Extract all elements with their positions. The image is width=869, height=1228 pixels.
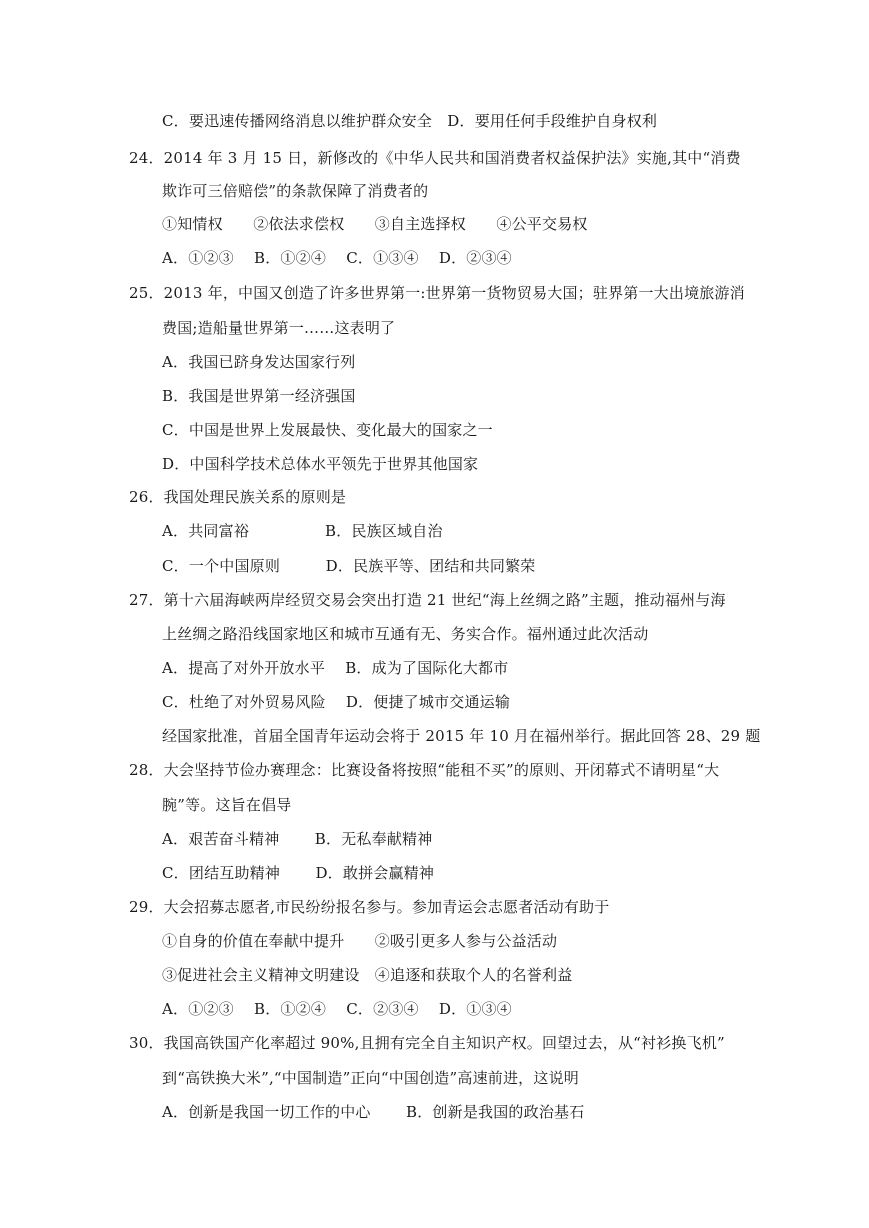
q30-stem-line2: 到“高铁换大米”,“中国制造”正向“中国创造”高速前进，这说明 bbox=[162, 1069, 579, 1087]
q28-options-ab: A．艰苦奋斗精神 B．无私奉献精神 bbox=[162, 830, 433, 848]
q26-options-ab: A．共同富裕 B．民族区域自治 bbox=[162, 522, 443, 540]
q29-options: A．①②③ B．①②④ C．②③④ D．①③④ bbox=[162, 1000, 512, 1018]
q25-stem-line1: 25．2013 年，中国又创造了许多世界第一:世界第一货物贸易大国；驻界第一大出境旅游消 bbox=[129, 284, 745, 302]
q29-stem: 29．大会招募志愿者,市民纷纷报名参与。参加青运会志愿者活动有助于 bbox=[129, 898, 610, 916]
q27-stem-line1: 27．第十六届海峡两岸经贸交易会突出打造 21 世纪“海上丝绸之路”主题，推动福州与海 bbox=[129, 591, 726, 609]
q25-option-c: C．中国是世界上发展最快、变化最大的国家之一 bbox=[162, 421, 493, 439]
q27-stem-line2: 上丝绸之路沿线国家地区和城市互通有无、务实合作。福州通过此次活动 bbox=[162, 625, 649, 643]
q28-stem-line1: 28．大会坚持节俭办赛理念：比赛设备将按照“能租不买”的原则、开闭幕式不请明星“大 bbox=[129, 761, 720, 779]
q28-options-cd: C．团结互助精神 D．敢拼会赢精神 bbox=[162, 864, 435, 882]
q28-stem-line2: 腕”等。这旨在倡导 bbox=[162, 796, 292, 814]
q24-stem-line1: 24．2014 年 3 月 15 日，新修改的《中华人民共和国消费者权益保护法》实施,其中“消费 bbox=[129, 149, 741, 167]
q30-stem-line1: 30．我国高铁国产化率超过 90%,且拥有完全自主知识产权。回望过去，从“衬衫换飞机” bbox=[129, 1034, 725, 1052]
q23-options-cd: C．要迅速传播网络消息以维护群众安全 D．要用任何手段维护自身权利 bbox=[162, 112, 658, 130]
q30-options-ab: A．创新是我国一切工作的中心 B．创新是我国的政治基石 bbox=[162, 1103, 585, 1121]
shared-material: 经国家批准，首届全国青年运动会将于 2015 年 10 月在福州举行。据此回答 28、29 题 bbox=[162, 727, 761, 745]
q24-stem-line2: 欺诈可三倍赔偿”的条款保障了消费者的 bbox=[162, 182, 429, 200]
q26-options-cd: C．一个中国原则 D．民族平等、团结和共同繁荣 bbox=[162, 557, 536, 575]
q25-option-a: A．我国已跻身发达国家行列 bbox=[162, 353, 356, 371]
q24-items: ①知情权 ②依法求偿权 ③自主选择权 ④公平交易权 bbox=[162, 215, 588, 233]
q25-option-b: B．我国是世界第一经济强国 bbox=[162, 387, 356, 405]
q25-option-d: D．中国科学技术总体水平领先于世界其他国家 bbox=[162, 455, 479, 473]
q24-options: A．①②③ B．①②④ C．①③④ D．②③④ bbox=[162, 249, 512, 267]
q26-stem: 26．我国处理民族关系的原则是 bbox=[129, 488, 347, 506]
q27-options-cd: C．杜绝了对外贸易风险 D．便捷了城市交通运输 bbox=[162, 693, 511, 711]
q25-stem-line2: 费国;造船量世界第一……这表明了 bbox=[162, 319, 396, 337]
q29-items-12: ①自身的价值在奉献中提升 ②吸引更多人参与公益活动 bbox=[162, 932, 558, 950]
q27-options-ab: A．提高了对外开放水平 B．成为了国际化大都市 bbox=[162, 659, 509, 677]
q29-items-34: ③促进社会主义精神文明建设 ④追逐和获取个人的名誉利益 bbox=[162, 966, 573, 984]
